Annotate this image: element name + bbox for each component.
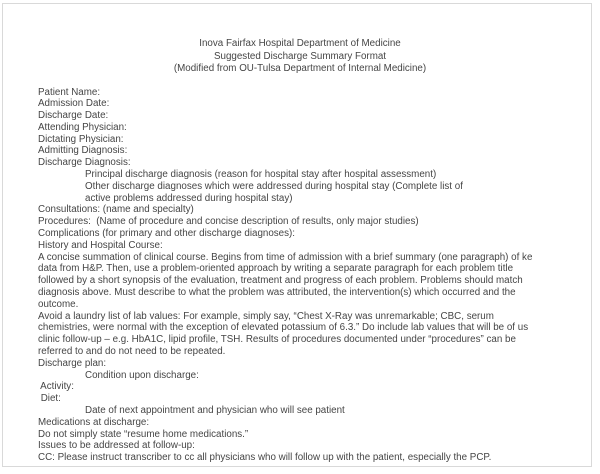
document-title-line-3: (Modified from OU-Tulsa Department of Internal Medicine) [173,63,427,74]
discharge-summary-document [0,38,600,464]
document-line: clinic follow-up – e.g. HbA1C, lipid profile, TSH. Results of procedures documented under “procedures” can be [38,334,516,346]
document-line: followed by a short synopsis of the evaluation, treatment and progress of each problem. Problems should match [38,275,523,287]
document-header [0,38,600,76]
document-line: Attending Physician: [38,121,127,133]
document-line: diagnosis above. Must describe to what the problem was attributed, the intervention(s) which occurred and the [38,287,516,299]
document-line: A concise summation of clinical course. Begins from time of admission with a brief summary (one paragraph) of ke [38,251,533,263]
document-line: Diet: [38,393,61,405]
document-line: Date of next appointment and physician who will see patient [85,405,345,417]
document-line: Do not simply state “resume home medications.” [38,428,249,440]
document-line: Consultations: (name and specialty) [38,204,194,216]
document-line: chemistries, were normal with the exception of elevated potassium of 6.3.” Do include lab values that will be of us [38,322,529,334]
document-body [0,87,600,465]
document-line: referred to and do not need to be repeated. [38,346,226,358]
document-line: Complications (for primary and other discharge diagnoses): [38,228,296,240]
document-line: Medications at discharge: [38,416,150,428]
document-line: Condition upon discharge: [85,369,199,381]
document-line: Activity: [38,381,74,393]
document-line: Discharge plan: [38,357,107,369]
document-title-line-2: Suggested Discharge Summary Format [213,50,387,62]
document-line: Discharge Date: [38,110,109,122]
document-line: active problems addressed during hospital stay) [85,192,293,204]
document-line: Discharge Diagnosis: [38,157,131,169]
document-line: Principal discharge diagnosis (reason for hospital stay after hospital assessment) [85,169,437,181]
document-line: Other discharge diagnoses which were addressed during hospital stay (Complete list of [85,180,463,192]
document-line: History and Hospital Course: [38,239,163,251]
document-line: Dictating Physician: [38,133,124,145]
document-line: Issues to be addressed at follow-up: [38,440,195,452]
document-line: Admission Date: [38,98,110,110]
document-title-line-1: Inova Fairfax Hospital Department of Medicine [199,38,401,49]
document-line: Avoid a laundry list of lab values: For example, simply say, “Chest X-Ray was unremarkable; CBC, serum [38,310,494,322]
document-line: CC: Please instruct transcriber to cc all physicians who will follow up with the patient, especially the PCP. [38,452,492,464]
document-line: Patient Name: [38,86,101,98]
document-line: outcome. [38,298,79,310]
document-line: data from H&P. Then, use a problem-oriented approach by writing a separate paragraph for each problem title [38,263,514,275]
document-line: Procedures: (Name of procedure and concise description of results, only major studies) [38,216,419,228]
document-line: Admitting Diagnosis: [38,145,128,157]
